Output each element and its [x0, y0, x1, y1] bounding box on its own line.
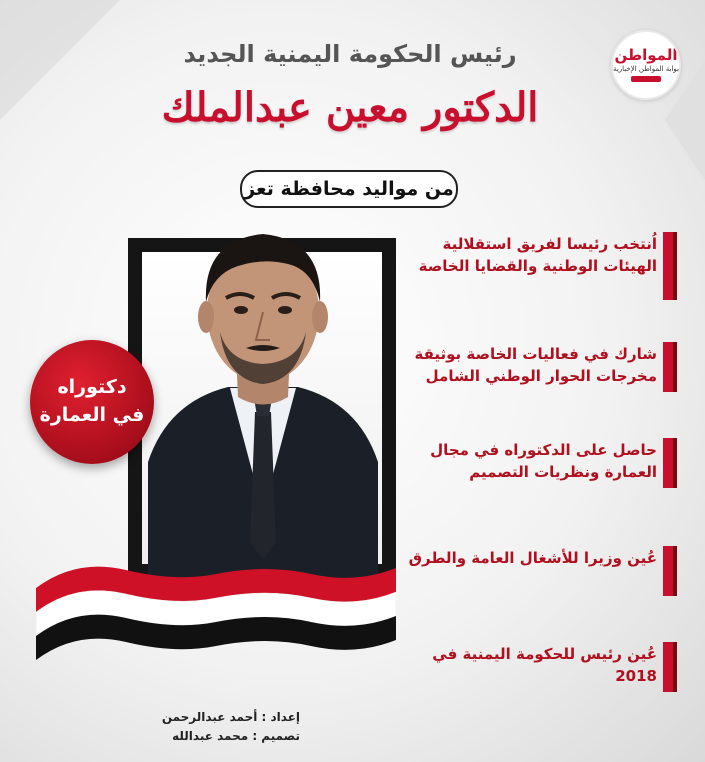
- credit-prepared: إعداد : أحمد عبدالرحمن: [161, 710, 300, 724]
- fact-bar-4: [663, 546, 677, 596]
- doctorate-badge-line2: في العمارة: [39, 404, 145, 426]
- page-subtitle: رئيس الحكومة اليمنية الجديد: [183, 40, 517, 68]
- fact-4: عُين وزيرا للأشغال العامة والطرق: [408, 549, 657, 567]
- portrait-photo: [148, 212, 378, 580]
- credits: [100, 708, 300, 745]
- fact-5: عُين رئيس للحكومة اليمنية في 2018: [432, 645, 657, 685]
- fact-bar-1: [663, 232, 677, 300]
- yemen-flag-ribbon: [36, 548, 396, 668]
- fact-bar-2: [663, 342, 677, 392]
- credit-design: تصميم : محمد عبدالله: [172, 728, 300, 743]
- doctorate-badge-line1: دكتوراه: [57, 376, 127, 399]
- fact-3: حاصل على الدكتوراه في مجال العمارة ونظريات التصميم: [430, 441, 657, 481]
- fact-bar-5: [663, 642, 677, 692]
- fact-bar-3: [663, 438, 677, 488]
- logo-badge: [631, 76, 661, 82]
- logo-name: المواطن: [614, 45, 678, 64]
- site-logo[interactable]: [611, 30, 681, 100]
- birthplace-pill: من مواليد محافظة تعز: [240, 170, 458, 208]
- fact-1: اُنتخب رئيسا لفريق استقلالية الهيئات الوطنية والقضايا الخاصة: [418, 235, 657, 275]
- page-title: الدكتور معين عبدالملك: [161, 84, 539, 131]
- logo-tagline: بوابة المواطن الإخبارية: [613, 64, 679, 73]
- fact-2: شارك في فعاليات الخاصة بوثيقة مخرجات الحوار الوطني الشامل: [414, 345, 657, 385]
- doctorate-badge: [30, 340, 154, 464]
